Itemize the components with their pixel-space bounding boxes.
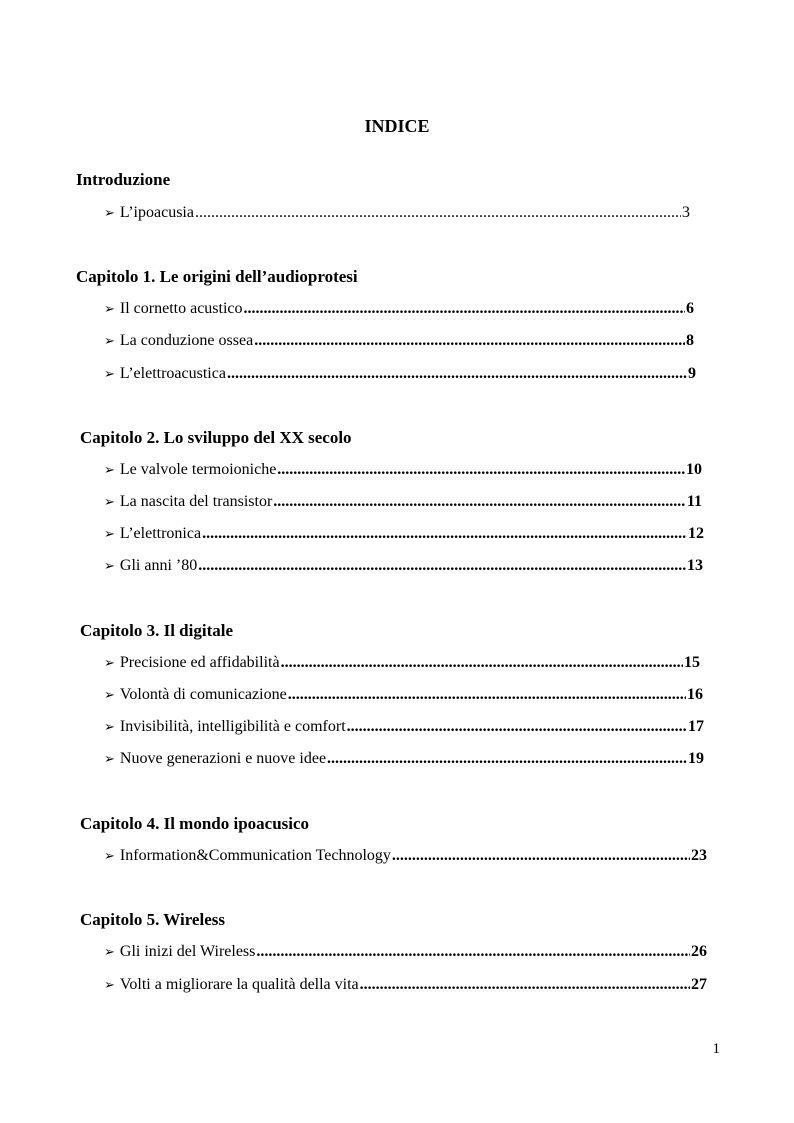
arrow-bullet-icon: ➢ — [104, 719, 115, 734]
dot-leader — [256, 942, 690, 962]
toc-entry-label: Invisibilità, intelligibilità e comfort — [119, 718, 346, 735]
arrow-bullet-icon: ➢ — [104, 366, 115, 381]
toc-entry-page: 6 — [686, 300, 694, 317]
toc-entry-label: La conduzione ossea — [119, 332, 254, 349]
toc-entry-label: Information&Communication Technology — [119, 847, 391, 864]
arrow-bullet-icon: ➢ — [104, 526, 115, 541]
dot-leader — [227, 364, 687, 384]
toc-entry[interactable] — [104, 685, 703, 705]
toc-entry-label: Volti a migliorare la qualità della vita — [119, 976, 359, 993]
toc-entry-label: Il cornetto acustico — [119, 300, 243, 317]
toc-entry[interactable] — [104, 846, 707, 866]
dot-leader — [347, 717, 687, 737]
toc-entry-page: 23 — [691, 847, 707, 864]
dot-leader — [281, 653, 683, 673]
toc-entry[interactable] — [104, 556, 703, 576]
arrow-bullet-icon: ➢ — [104, 751, 115, 766]
toc-entry[interactable] — [104, 717, 704, 737]
arrow-bullet-icon: ➢ — [104, 494, 115, 509]
arrow-bullet-icon: ➢ — [104, 655, 115, 670]
toc-entry[interactable] — [104, 364, 696, 384]
toc-entry-label: L’ipoacusia — [119, 204, 194, 221]
dot-leader — [327, 749, 687, 769]
toc-entry[interactable] — [104, 653, 700, 673]
arrow-bullet-icon: ➢ — [104, 944, 115, 959]
toc-entry-label: Le valvole termoioniche — [119, 461, 277, 478]
toc-entry[interactable] — [104, 942, 707, 962]
toc-entry[interactable] — [104, 975, 707, 995]
arrow-bullet-icon: ➢ — [104, 977, 115, 992]
toc-entry-page: 27 — [691, 976, 707, 993]
toc-entry-label: L’elettronica — [119, 525, 202, 542]
toc-entry-label: Volontà di comunicazione — [119, 686, 287, 703]
section-heading-capitolo-4: Capitolo 4. Il mondo ipoacusico — [80, 814, 310, 833]
arrow-bullet-icon: ➢ — [104, 205, 115, 220]
dot-leader — [202, 524, 687, 544]
toc-entry-label: L’elettroacustica — [119, 365, 226, 382]
dot-leader — [254, 331, 685, 351]
toc-entry-page: 16 — [687, 686, 703, 703]
dot-leader — [244, 299, 685, 319]
arrow-bullet-icon: ➢ — [104, 333, 115, 348]
section-heading-capitolo-3: Capitolo 3. Il digitale — [80, 621, 234, 640]
dot-leader — [392, 846, 690, 866]
toc-entry-page: 12 — [688, 525, 704, 542]
toc-entry-label: Gli inizi del Wireless — [119, 943, 256, 960]
toc-entry-page: 10 — [686, 461, 702, 478]
toc-entry-page: 17 — [688, 718, 704, 735]
dot-leader — [195, 203, 681, 223]
dot-leader — [277, 460, 685, 480]
toc-entry-page: 19 — [688, 750, 704, 767]
toc-entry-label: Precisione ed affidabilità — [119, 654, 280, 671]
toc-entry-page: 13 — [687, 557, 703, 574]
toc-entry[interactable] — [104, 299, 694, 319]
toc-entry[interactable] — [104, 749, 704, 769]
toc-entry[interactable] — [104, 331, 694, 351]
toc-entry-page: 9 — [688, 365, 696, 382]
section-heading-capitolo-2: Capitolo 2. Lo sviluppo del XX secolo — [80, 428, 352, 447]
dot-leader — [288, 685, 686, 705]
toc-entry[interactable] — [104, 203, 690, 223]
toc-entry[interactable] — [104, 524, 704, 544]
toc-entry[interactable] — [104, 492, 702, 512]
section-heading-capitolo-1: Capitolo 1. Le origini dell’audioprotesi — [76, 267, 358, 286]
dot-leader — [273, 492, 686, 512]
toc-entry-page: 3 — [682, 204, 690, 221]
toc-entry[interactable] — [104, 460, 702, 480]
toc-entry-page: 26 — [691, 943, 707, 960]
dot-leader — [360, 975, 690, 995]
dot-leader — [198, 556, 686, 576]
section-heading-introduzione: Introduzione — [76, 170, 171, 189]
toc-entry-label: Gli anni ’80 — [119, 557, 198, 574]
arrow-bullet-icon: ➢ — [104, 848, 115, 863]
arrow-bullet-icon: ➢ — [104, 558, 115, 573]
toc-entry-label: Nuove generazioni e nuove idee — [119, 750, 327, 767]
toc-entry-label: La nascita del transistor — [119, 493, 273, 510]
arrow-bullet-icon: ➢ — [104, 687, 115, 702]
arrow-bullet-icon: ➢ — [104, 462, 115, 477]
toc-entry-page: 15 — [684, 654, 700, 671]
page-number: 1 — [712, 1041, 720, 1057]
page-title: INDICE — [364, 116, 430, 136]
section-heading-capitolo-5: Capitolo 5. Wireless — [80, 910, 225, 929]
toc-entry-page: 11 — [686, 493, 702, 510]
toc-entry-page: 8 — [686, 332, 694, 349]
arrow-bullet-icon: ➢ — [104, 301, 115, 316]
